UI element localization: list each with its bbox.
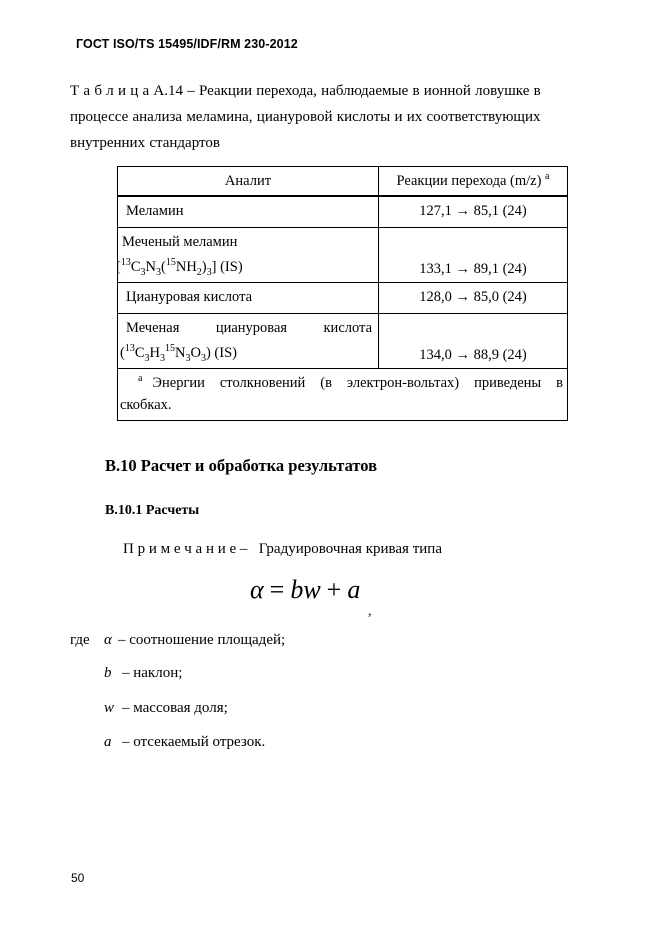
row-reaction: 134,0 → 88,9 (24) (379, 313, 568, 368)
legend-where: где (70, 632, 90, 648)
table-caption (70, 78, 570, 156)
row-analyte: Меченый меламин $[^{13}C_3N_3(^{15}NH_2)_3]$ (IS) (118, 228, 379, 283)
row-analyte: Меченая циануровая кислота $(^{13}C_3H_3^{15}N_3O_3)$ (IS) (118, 313, 379, 368)
formula-comma: , (368, 604, 372, 619)
table-row (118, 313, 568, 368)
page-number: 50 (71, 871, 85, 885)
table-footnote-row (118, 368, 568, 420)
note (123, 541, 442, 558)
note-text: Градуировочная кривая типа (258, 541, 442, 557)
row-analyte: Меламин (118, 196, 379, 228)
note-label: П р и м е ч а н и е – (123, 541, 248, 557)
row-reaction: 133,1 → 89,1 (24) (379, 228, 568, 283)
row-reaction: 127,1 → 85,1 (24) (379, 196, 568, 228)
transition-table (117, 166, 568, 421)
row-reaction: 128,0 → 85,0 (24) (379, 282, 568, 313)
caption-text: Реакции перехода, наблюдаемые в ионной ловушке в процессе анализа меламина, циануровой кислоты и их соответствующих внутренних стандартов (70, 83, 541, 151)
formula-labelled-cyanuric-acid: $(^{13}C_3H_3^{15}N_3O_3)$ (IS) (120, 343, 237, 364)
row-analyte: Циануровая кислота (118, 282, 379, 313)
section-title: B.10 Расчет и обработка результатов (105, 456, 378, 475)
table-footnote: $^a$ Энергии столкновений (в электрон-вольтах) приведены в скобках. (118, 368, 568, 420)
header-footnote-mark: a (545, 170, 550, 182)
document-header: ГОСТ ISO/TS 15495/IDF/RM 230-2012 (76, 37, 298, 51)
subsection-title: B.10.1 Расчеты (105, 503, 200, 518)
header-analyte: Аналит (118, 167, 379, 197)
caption-label: Т а б л и ц а А.14 – (70, 83, 195, 99)
table-row (118, 196, 568, 228)
table-header-row (118, 167, 568, 197)
calibration-formula: α = bw + a (250, 575, 361, 604)
table-row (118, 282, 568, 313)
table-row (118, 228, 568, 283)
formula-labelled-melamine: $[^{13}C_3N_3(^{15}NH_2)_3]$ (IS) (116, 257, 243, 278)
header-reactions: Реакции перехода (m/z) $^a$ (379, 167, 568, 197)
